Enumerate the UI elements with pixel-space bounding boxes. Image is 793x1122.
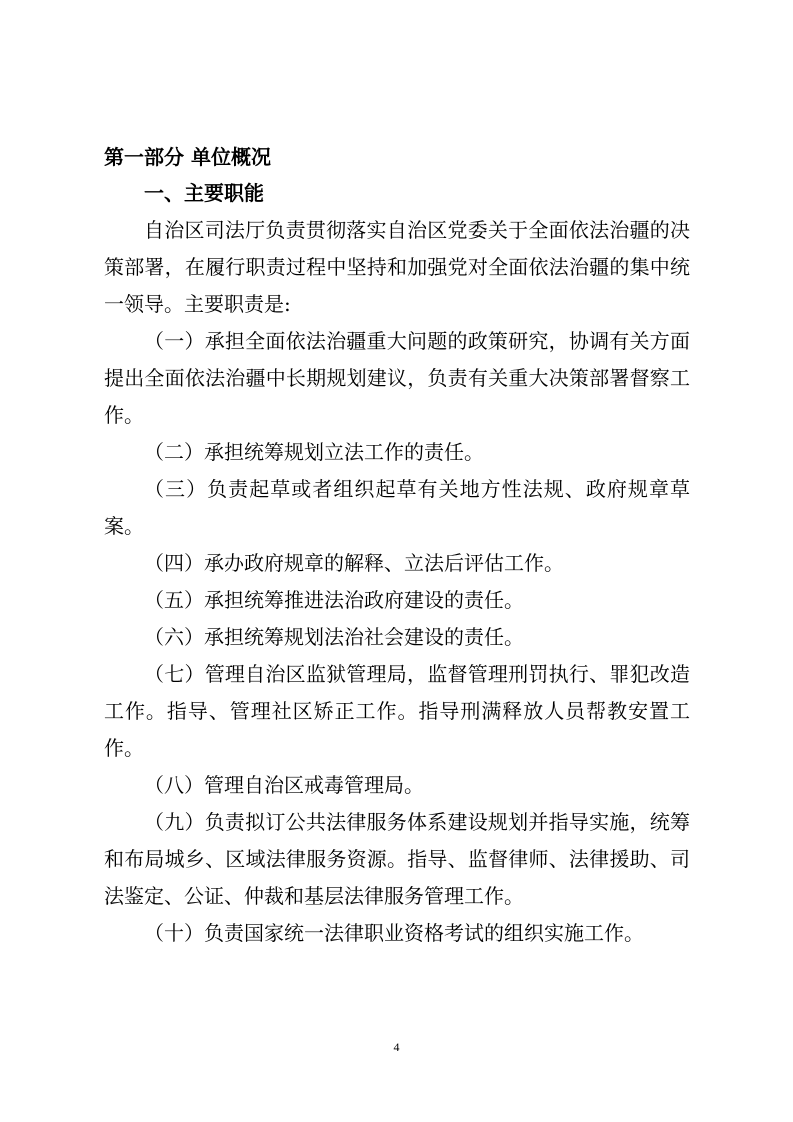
paragraph-item-10: （十）负责国家统一法律职业资格考试的组织实施工作。 bbox=[144, 921, 644, 945]
paragraph-item-7: （七）管理自治区监狱管理局，监督管理刑罚执行、罪犯改造工作。指导、管理社区矫正工作。指导刑满释放人员帮教安置工作。 bbox=[104, 662, 690, 760]
paragraph-intro: 自治区司法厅负责贯彻落实自治区党委关于全面依法治疆的决策部署，在履行职责过程中坚持和加强党对全面依法治疆的集中统一领导。主要职责是: bbox=[104, 218, 690, 316]
part-title: 第一部分 单位概况 bbox=[104, 145, 271, 169]
paragraph-item-9: （九）负责拟订公共法律服务体系建设规划并指导实施，统筹和布局城乡、区域法律服务资源。指导、监督律师、法律援助、司法鉴定、公证、仲裁和基层法律服务管理工作。 bbox=[104, 810, 690, 908]
paragraph-item-2: （二）承担统筹规划立法工作的责任。 bbox=[144, 440, 484, 464]
paragraph-item-8: （八）管理自治区戒毒管理局。 bbox=[144, 773, 424, 797]
section-title: 一、主要职能 bbox=[144, 181, 264, 205]
page-number: 4 bbox=[393, 1040, 400, 1054]
paragraph-item-6: （六）承担统筹规划法治社会建设的责任。 bbox=[144, 625, 524, 649]
document-body bbox=[104, 212, 690, 952]
paragraph-item-3: （三）负责起草或者组织起草有关地方性法规、政府规章草案。 bbox=[104, 477, 690, 538]
paragraph-item-5: （五）承担统筹推进法治政府建设的责任。 bbox=[144, 588, 524, 612]
paragraph-item-4: （四）承办政府规章的解释、立法后评估工作。 bbox=[144, 551, 564, 575]
paragraph-item-1: （一）承担全面依法治疆重大问题的政策研究，协调有关方面提出全面依法治疆中长期规划建议，负责有关重大决策部署督察工作。 bbox=[104, 329, 690, 427]
